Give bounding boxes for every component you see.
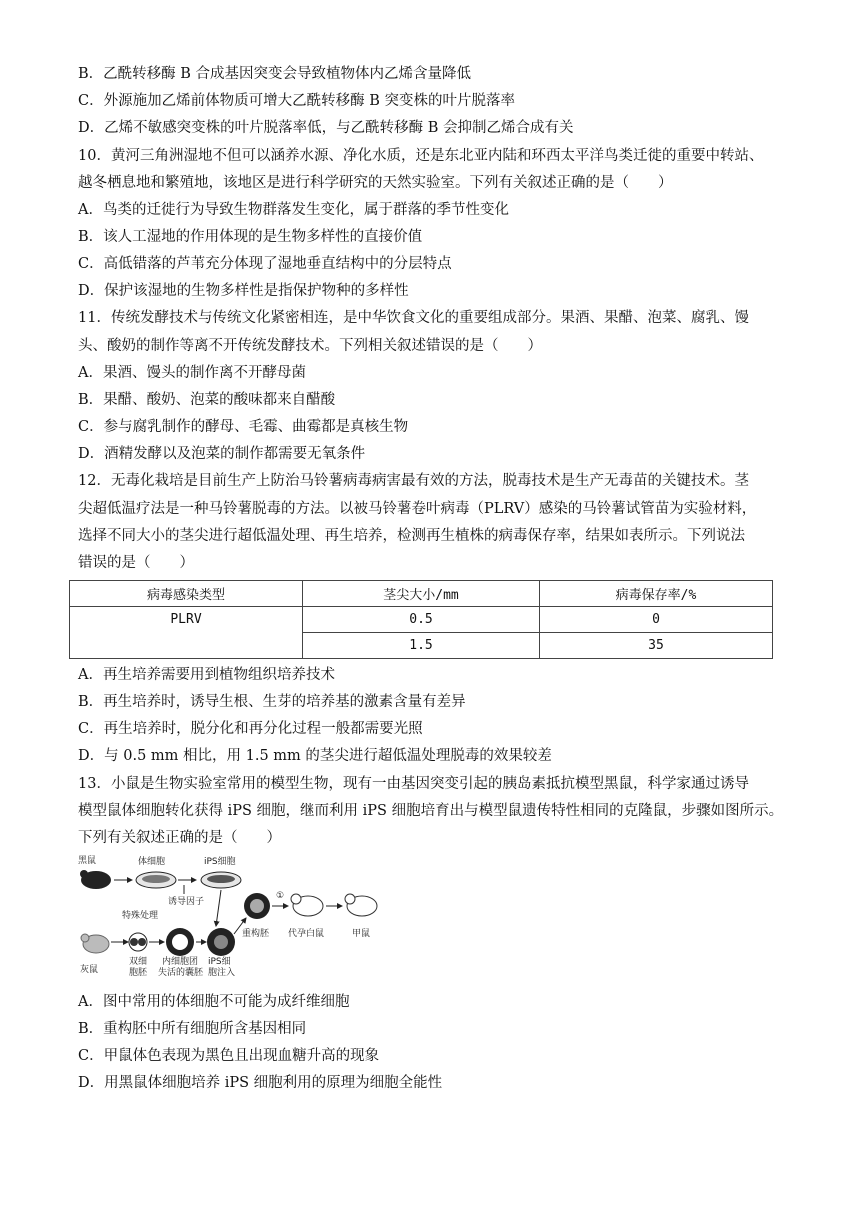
q10-option-d: D．保护该湿地的生物多样性是指保护物种的多样性 — [78, 283, 409, 299]
q10-option-a: A．鸟类的迁徙行为导致生物群落发生变化，属于群落的季节性变化 — [78, 202, 509, 218]
q11-stem-1: 11．传统发酵技术与传统文化紧密相连，是中华饮食文化的重要组成部分。果酒、果醋、泡菜、腐乳、馒 — [78, 310, 749, 326]
label-mouse-jia: 甲鼠 — [352, 929, 371, 939]
label-two-cell-1: 双细 — [129, 957, 148, 967]
q13-stem-2: 模型鼠体细胞转化获得 iPS 细胞，继而利用 iPS 细胞培育出与模型鼠遗传特性相同的克隆鼠，步骤如图所示。 — [78, 803, 784, 819]
q10-stem-1: 10．黄河三角洲湿地不但可以涵养水源、净化水质，还是东北亚内陆和环西太平洋鸟类迁徙的重要中转站、 — [78, 148, 764, 164]
table-cell-virus: PLRV — [70, 607, 303, 659]
label-induction-factor: 诱导因子 — [168, 897, 205, 907]
q12-stem-1: 12．无毒化栽培是目前生产上防治马铃薯病毒病害最有效的方法，脱毒技术是生产无毒苗的关键技术。茎 — [78, 473, 749, 489]
label-ips-cell: iPS细胞 — [204, 857, 236, 867]
q12-stem-3: 选择不同大小的茎尖进行超低温处理、再生培养，检测再生植株的病毒保存率，结果如表所示。下列说法 — [78, 528, 745, 544]
q12-stem-4: 错误的是（ ） — [78, 555, 194, 571]
label-ips-inject-1: iPS细 — [208, 957, 231, 967]
table-header: 茎尖大小/mm — [303, 581, 540, 607]
q12-option-b: B．再生培养时，诱导生根、生芽的培养基的激素含量有差异 — [78, 694, 466, 710]
virus-table — [69, 580, 773, 659]
table-header: 病毒感染类型 — [70, 581, 303, 607]
label-step-one: ① — [276, 891, 285, 901]
label-somatic-cell: 体细胞 — [138, 857, 166, 867]
table-header-row — [70, 581, 773, 607]
q12-option-d: D．与 0.5 mm 相比，用 1.5 mm 的茎尖进行超低温处理脱毒的效果较差 — [78, 748, 552, 764]
q13-option-a: A．图中常用的体细胞不可能为成纤维细胞 — [78, 994, 350, 1010]
q11-option-a: A．果酒、馒头的制作离不开酵母菌 — [78, 365, 306, 381]
ips-clone-diagram — [76, 854, 386, 982]
table-cell-rate: 0 — [540, 607, 773, 633]
q11-option-c: C．参与腐乳制作的酵母、毛霉、曲霉都是真核生物 — [78, 419, 409, 435]
q13-option-c: C．甲鼠体色表现为黑色且出现血糖升高的现象 — [78, 1048, 380, 1064]
label-black-mouse: 黑鼠 — [78, 856, 97, 866]
q13-option-b: B．重构胚中所有细胞所含基因相同 — [78, 1021, 307, 1037]
label-gray-mouse: 灰鼠 — [80, 965, 99, 975]
q11-option-d: D．酒精发酵以及泡菜的制作都需要无氧条件 — [78, 446, 366, 462]
label-special-treatment: 特殊处理 — [122, 911, 159, 921]
q13-stem-1: 13．小鼠是生物实验室常用的模型生物，现有一由基因突变引起的胰岛素抵抗模型黑鼠，科学家通过诱导 — [78, 776, 749, 792]
label-two-cell-2: 胞胚 — [129, 968, 148, 978]
q9-option-c: C．外源施加乙烯前体物质可增大乙酰转移酶 B 突变株的叶片脱落率 — [78, 93, 515, 109]
q10-stem-2: 越冬栖息地和繁殖地，该地区是进行科学研究的天然实验室。下列有关叙述正确的是（ ） — [78, 175, 673, 191]
q12-stem-2: 尖超低温疗法是一种马铃薯脱毒的方法。以被马铃薯卷叶病毒（PLRV）感染的马铃薯试管苗为实验材料， — [78, 501, 757, 517]
table-row — [70, 607, 773, 633]
q9-option-d: D．乙烯不敏感突变株的叶片脱落率低，与乙酰转移酶 B 会抑制乙烯合成有关 — [78, 120, 574, 136]
label-ips-inject-2: 胞注入 — [208, 968, 236, 978]
q10-option-b: B．该人工湿地的作用体现的是生物多样性的直接价值 — [78, 229, 423, 245]
q13-stem-3: 下列有关叙述正确的是（ ） — [78, 830, 281, 846]
q11-option-b: B．果醋、酸奶、泡菜的酸味都来自醋酸 — [78, 392, 336, 408]
table-cell-size: 0.5 — [303, 607, 540, 633]
label-blastocyst-2: 失活的囊胚 — [158, 968, 204, 978]
label-surrogate-mouse: 代孕白鼠 — [288, 929, 325, 939]
table-cell-size: 1.5 — [303, 633, 540, 659]
q13-option-d: D．用黑鼠体细胞培养 iPS 细胞利用的原理为细胞全能性 — [78, 1075, 443, 1091]
label-blastocyst-1: 内细胞团 — [162, 957, 199, 967]
q12-option-a: A．再生培养需要用到植物组织培养技术 — [78, 667, 335, 683]
q10-option-c: C．高低错落的芦苇充分体现了湿地垂直结构中的分层特点 — [78, 256, 452, 272]
q9-option-b: B．乙酰转移酶 B 合成基因突变会导致植物体内乙烯含量降低 — [78, 66, 472, 82]
table-cell-rate: 35 — [540, 633, 773, 659]
q11-stem-2: 头、酸奶的制作等离不开传统发酵技术。下列相关叙述错误的是（ ） — [78, 338, 542, 354]
label-reconstructed-embryo: 重构胚 — [242, 929, 270, 939]
table-header: 病毒保存率/% — [540, 581, 773, 607]
q12-option-c: C．再生培养时，脱分化和再分化过程一般都需要光照 — [78, 721, 423, 737]
